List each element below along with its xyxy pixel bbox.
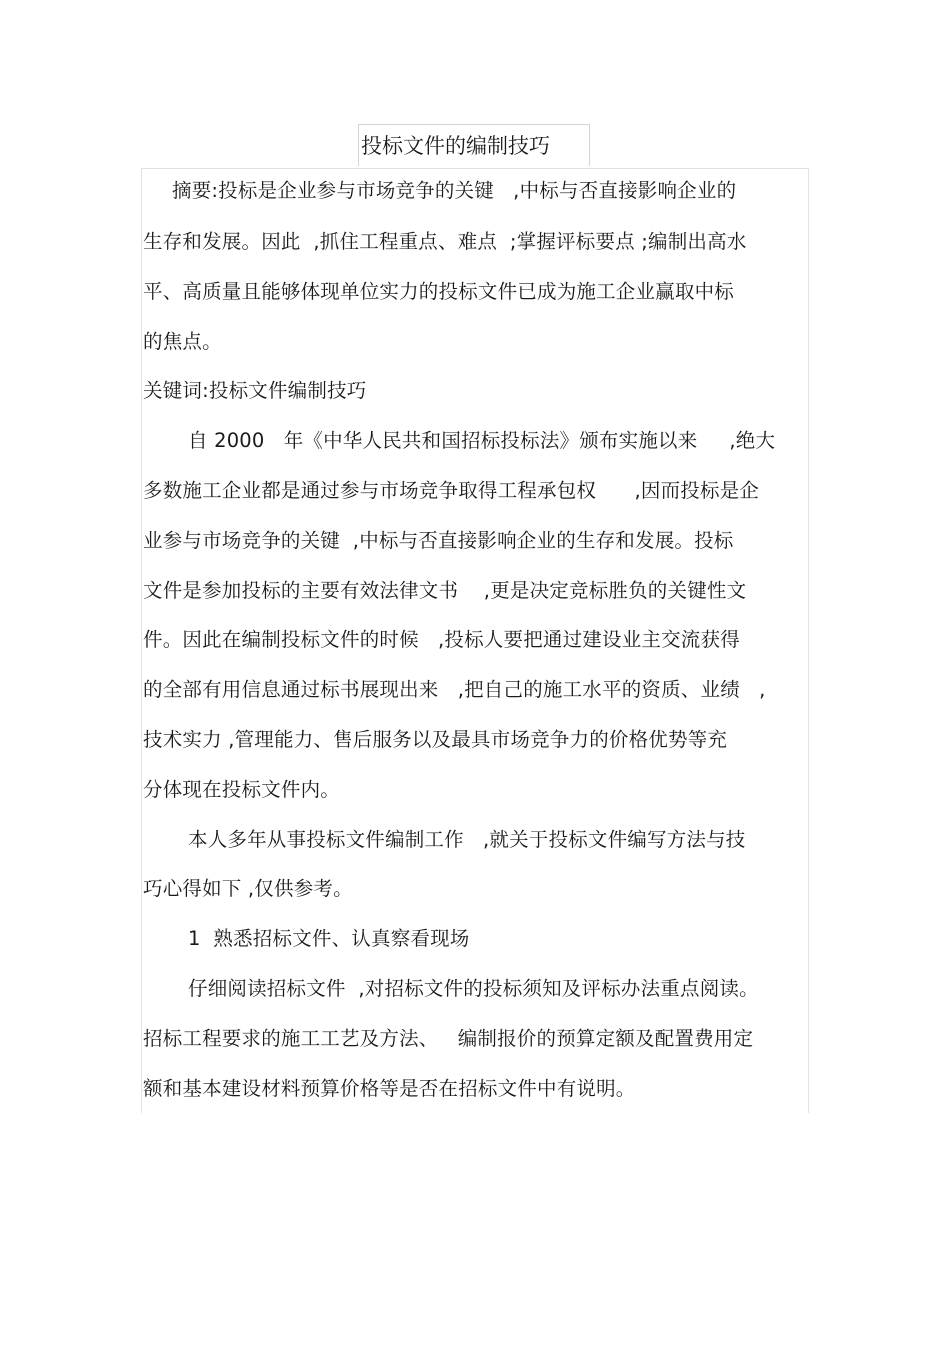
section-1-line-1: 仔细阅读招标文件 ,对招标文件的投标须知及评标办法重点阅读。: [188, 977, 759, 1000]
body-line-10: 巧心得如下 ,仅供参考。: [143, 877, 353, 900]
text-frame-top-border: [141, 168, 808, 169]
body-line-2: 多数施工企业都是通过参与市场竞争取得工程承包权 ,因而投标是企: [143, 479, 760, 502]
body-line-8: 分体现在投标文件内。: [143, 778, 341, 801]
section-1-line-3: 额和基本建设材料预算价格等是否在招标文件中有说明。: [143, 1077, 636, 1100]
abstract-line-4: 的焦点。: [143, 330, 222, 353]
body-line-3: 业参与市场竞争的关键 ,中标与否直接影响企业的生存和发展。投标: [143, 529, 734, 552]
document-title: 投标文件的编制技巧: [361, 134, 550, 158]
body-line-4: 文件是参加投标的主要有效法律文书 ,更是决定竞标胜负的关键性文: [143, 579, 747, 602]
abstract-line-1: 摘要:投标是企业参与市场竞争的关键 ,中标与否直接影响企业的: [172, 179, 737, 202]
keywords-line: 关键词:投标文件编制技巧: [143, 379, 367, 402]
text-frame-left-border: [141, 168, 142, 1113]
text-frame-right-border: [808, 168, 809, 1113]
section-1-line-2: 招标工程要求的施工工艺及方法、 编制报价的预算定额及配置费用定: [143, 1027, 754, 1050]
body-line-1: 自 2000 年《中华人民共和国招标投标法》颁布实施以来 ,绝大: [188, 429, 776, 452]
body-line-6: 的全部有用信息通过标书展现出来 ,把自己的施工水平的资质、业绩 ,: [143, 678, 766, 701]
section-heading-1: 1 熟悉招标文件、认真察看现场: [188, 927, 470, 950]
body-line-7: 技术实力 ,管理能力、售后服务以及最具市场竞争力的价格优势等充: [143, 728, 728, 751]
body-line-5: 件。因此在编制投标文件的时候 ,投标人要把通过建设业主交流获得: [143, 628, 740, 651]
body-line-9: 本人多年从事投标文件编制工作 ,就关于投标文件编写方法与技: [188, 828, 746, 851]
abstract-line-3: 平、高质量且能够体现单位实力的投标文件已成为施工企业赢取中标: [143, 280, 735, 303]
abstract-line-2: 生存和发展。因此 ,抓住工程重点、难点 ;掌握评标要点 ;编制出高水: [143, 230, 747, 253]
